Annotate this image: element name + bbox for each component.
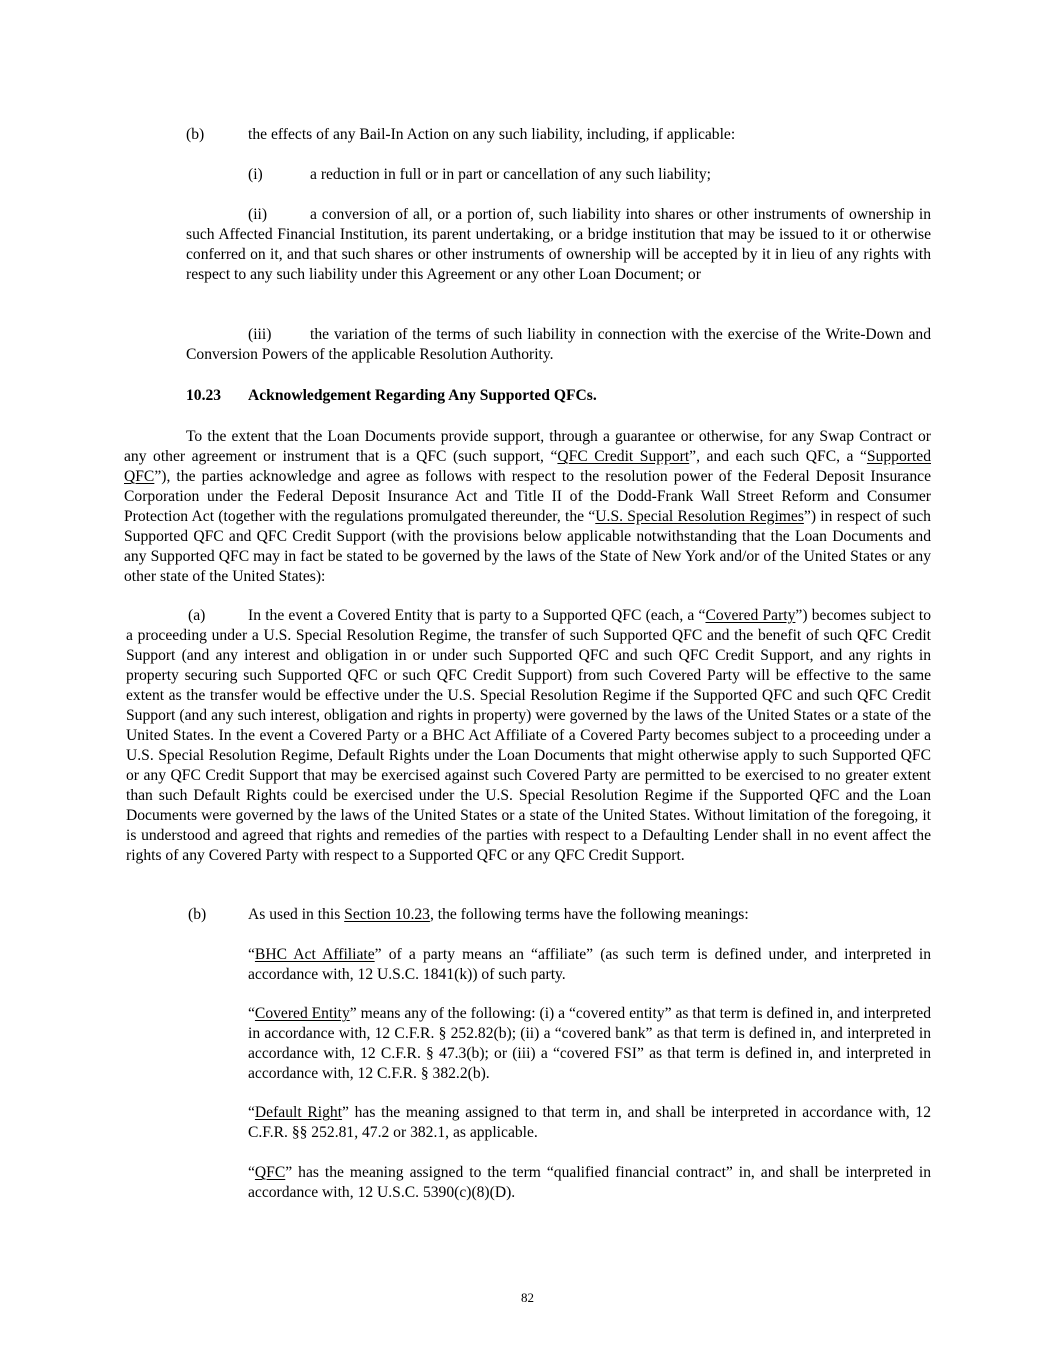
quote-open: “ [248,946,255,963]
section-number: 10.23 [186,387,222,404]
definition-default-right [248,1103,931,1143]
clause-label: (i) [248,166,263,183]
clause-ii-conversion [186,205,931,285]
intro-text-3: ”), the parties acknowledge and agree as follows with respect to the resolution power of the Federal Deposit Insurance Corporation under the Federal Deposit Insurance Act and Title II of the Dodd-Frank Wall Street Reform and Consumer Protection Act (together with the regulations promulgated thereunder, the “ [124,468,931,525]
term-bhc-act-affiliate: BHC Act Affiliate [254,946,375,963]
quote-open: “ [248,1164,255,1181]
term-default-right: Default Right [254,1104,343,1121]
clause-text: a reduction in full or in part or cancellation of any such liability; [310,166,711,183]
clause-text: a conversion of all, or a portion of, such liability into shares or other instruments of ownership in such Affected Financial Institution, its parent undertaking, or a bridge institution that may be issued to it or otherwise conferred on it, and that such shares or other instruments of ownership will be accepted by it in lieu of any rights with respect to any such liability under this Agreement or any other Loan Document; or [186,206,931,283]
page-number: 82 [521,1290,534,1305]
clause-text: the variation of the terms of such liability in connection with the exercise of the Write-Down and Conversion Powers of the applicable Resolution Authority. [186,326,931,363]
clause-text [248,905,749,925]
definition-qfc [248,1163,931,1203]
section-reference-link[interactable]: Section 10.23 [344,906,430,923]
intro-text-1: To the extent that the Loan Documents provide support, through a guarantee or otherwise, for any Swap Contract or any other agreement or instrument that is a QFC (such support, “ [124,428,931,465]
clause-text-1: As used in this [248,906,345,923]
term-covered-party: Covered Party [705,607,796,624]
term-covered-entity: Covered Entity [254,1005,350,1022]
definition-covered-entity [248,1004,931,1084]
definition-bhc-act-affiliate [248,945,931,985]
definition-text: ” means any of the following: (i) a “covered entity” as that term is defined in, and interpreted in accordance with, 12 C.F.R. § 252.82(b); (ii) a “covered bank” as that term is defined in, and interpreted in accordance with, 12 C.F.R. § 47.3(b); or (iii) a “covered FSI” as that term is defined in, and interpreted in accordance with, 12 C.F.R. § 382.2(b). [248,1005,932,1082]
quote-open: “ [248,1005,255,1022]
intro-text-4: ”) in respect of such Supported QFC and QFC Credit Support (with the provisions below applicable notwithstanding that the Loan Documents and any Supported QFC may in fact be stated to be governed by the laws of the State of New York and/or of the United States or any other state of the United States): [124,508,931,585]
clause-text-2: , the following terms have the following meanings: [429,906,749,923]
term-supported-qfc: Supported QFC [124,448,932,485]
clause-label: (a) [188,607,206,624]
clause-text-1: In the event a Covered Entity that is party to a Supported QFC (each, a “ [248,607,706,624]
clause-label: (ii) [248,206,268,223]
quote-open: “ [248,1104,255,1121]
clause-label: (b) [186,126,205,143]
definition-text: ” has the meaning assigned to the term “qualified financial contract” in, and shall be interpreted in accordance with, 12 U.S.C. 5390(c)(8)(D). [248,1164,931,1201]
intro-text-2: ”, and each such QFC, a “ [689,448,867,465]
term-qfc-credit-support: QFC Credit Support [557,448,690,465]
definition-text: ” of a party means an “affiliate” (as such term is defined under, and interpreted in accordance with, 12 U.S.C. 1841(k)) of such party. [248,946,931,983]
section-title: Acknowledgement Regarding Any Supported QFCs. [248,387,597,404]
term-us-special-resolution-regimes: U.S. Special Resolution Regimes [595,508,804,525]
definition-text: ” has the meaning assigned to that term in, and shall be interpreted in accordance with, 12 C.F.R. §§ 252.81, 47.2 or 382.1, as applicable. [248,1104,931,1141]
clause-text: the effects of any Bail-In Action on any such liability, including, if applicable: [248,126,736,143]
clause-label: (b) [188,906,207,923]
term-qfc: QFC [254,1164,286,1181]
clause-iii-variation [186,325,931,365]
clause-text-2: ”) becomes subject to a proceeding under a U.S. Special Resolution Regime, the transfer of such Supported QFC and the benefit of such QFC Credit Support (and any interest and obligation in or under such Supported QFC and such QFC Credit Support, and any rights in property securing such Supported QFC or such QFC Credit Support) from such Covered Party will be effective to the same extent as the transfer would be effective under the U.S. Special Resolution Regime if the Supported QFC and such QFC Credit Support (and any such interest, obligation and rights in property) were governed by the laws of the United States or a state of the United States. In the event a Covered Party or a BHC Act Affiliate of a Covered Party becomes subject to a proceeding under a U.S. Special Resolution Regime, Default Rights under the Loan Documents that might otherwise apply to such Supported QFC or any QFC Credit Support that may be exercised against such Covered Party are permitted to be exercised to no greater extent than such Default Rights could be exercised under the U.S. Special Resolution Regime if the Supported QFC and the Loan Documents were governed by the laws of the United States or a state of the United States. Without limitation of the foregoing, it is understood and agreed that rights and remedies of the parties with respect to a Defaulting Lender shall in no event affect the rights of any Covered Party with respect to a Supported QFC or any QFC Credit Support. [126,607,931,864]
clause-a-covered-party [126,606,931,866]
intro-paragraph [124,427,931,587]
clause-label: (iii) [248,326,272,343]
